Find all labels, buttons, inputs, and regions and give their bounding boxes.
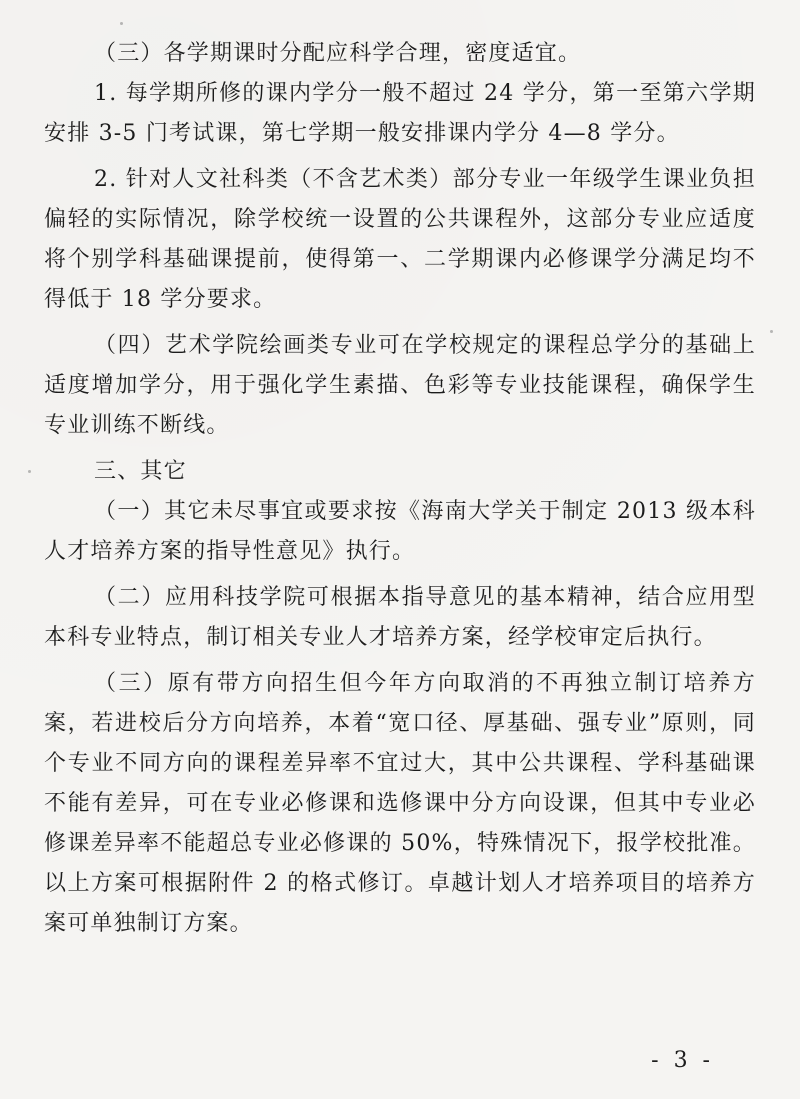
scan-speck bbox=[770, 330, 773, 333]
paragraph-credits-per-semester: 1. 每学期所修的课内学分一般不超过 24 学分，第一至第六学期安排 3-5 门考试课，第七学期一般安排课内学分 4—8 学分。 bbox=[44, 81, 756, 146]
paragraph-applied-tech-college: （二）应用科技学院可根据本指导意见的基本精神，结合应用型本科专业特点，制订相关专业人才培养方案，经学校审定后执行。 bbox=[44, 585, 756, 650]
paragraph-humanities-arrangement: 2. 针对人文社科类（不含艺术类）部分专业一年级学生课业负担偏轻的实际情况，除学校统一设置的公共课程外，这部分专业应适度将个别学科基础课提前，使得第一、二学期课内必修课学分满足均不得低于 18 学分要求。 bbox=[44, 167, 756, 312]
scan-speck bbox=[120, 22, 123, 25]
paragraph-art-college: （四）艺术学院绘画类专业可在学校规定的课程总学分的基础上适度增加学分，用于强化学生素描、色彩等专业技能课程，确保学生专业训练不断线。 bbox=[44, 333, 756, 438]
scan-speck bbox=[28, 470, 31, 473]
page-number: - 3 - bbox=[651, 1048, 714, 1073]
paragraph-course-hours: （三）各学期课时分配应科学合理，密度适宜。 bbox=[94, 41, 582, 66]
paragraph-direction-enrollment: （三）原有带方向招生但今年方向取消的不再独立制订培养方案，若进校后分方向培养，本着“宽口径、厚基础、强专业”原则，同个专业不同方向的课程差异率不宜过大，其中公共课程、学科基础课不能有差异，可在专业必修课和选修课中分方向设课，但其中专业必修课差异率不能超总专业必修课的 50%，特殊情况下，报学校批准。以上方案可根据附件 2 的格式修订。卓越计划人才培养项目的培养方案可单独制订方案。 bbox=[44, 671, 756, 936]
paragraph-other-matters: （一）其它未尽事宜或要求按《海南大学关于制定 2013 级本科人才培养方案的指导性意见》执行。 bbox=[44, 499, 756, 564]
section-heading-other: 三、其它 bbox=[94, 459, 187, 484]
